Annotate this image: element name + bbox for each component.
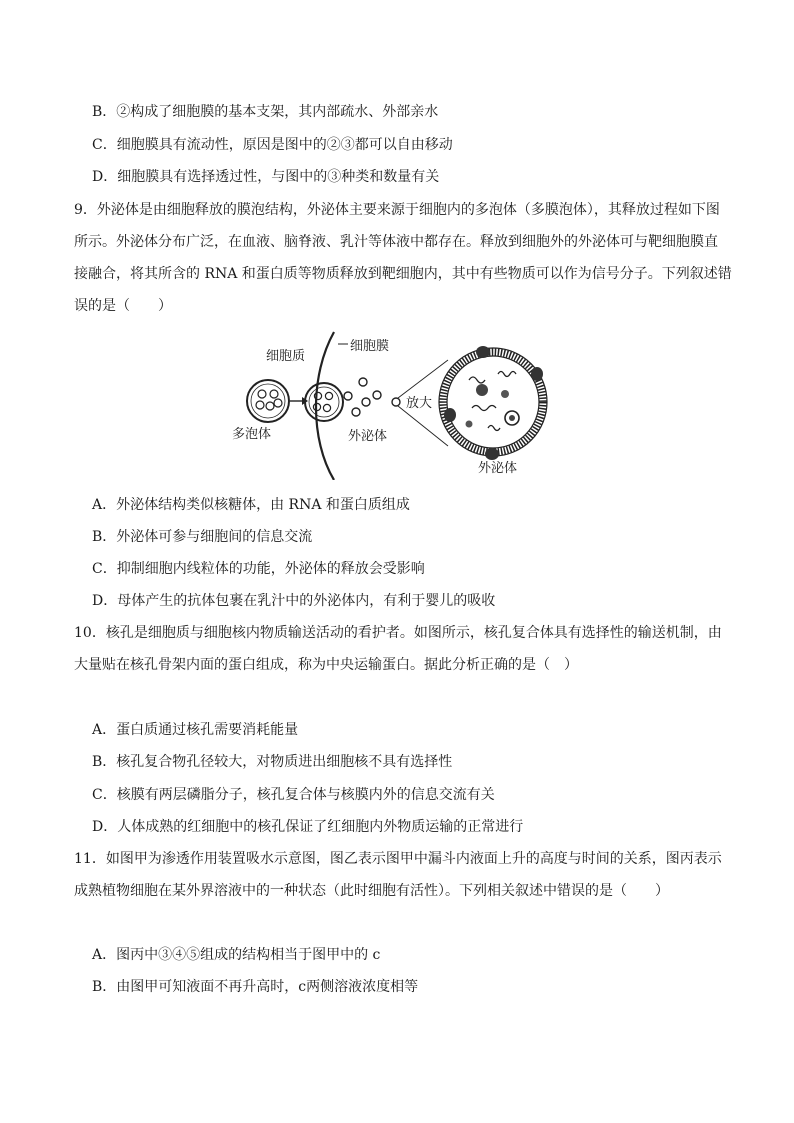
label-cell-membrane: 细胞膜 [350, 339, 390, 354]
label-cytoplasm: 细胞质 [266, 349, 306, 364]
label-enlarge: 放大 [406, 396, 433, 411]
q9-stem-line4: 误的是（ ） [74, 298, 172, 314]
q10-option-c: C．核膜有两层磷脂分子，核孔复合体与核膜内外的信息交流有关 [92, 787, 495, 803]
q9-stem-line3: 接融合，将其所含的 RNA 和蛋白质等物质释放到靶细胞内，其中有些物质可以作为信号分子。下列叙述错 [74, 266, 732, 282]
multivesicular-body [247, 380, 289, 422]
q10-option-d: D．人体成熟的红细胞中的核孔保证了红细胞内外物质运输的正常进行 [92, 819, 524, 835]
q11-option-b: B．由图甲可知液面不再升高时，c两侧溶液浓度相等 [92, 979, 419, 995]
exosome-release-diagram [226, 330, 566, 480]
q9-stem-line1: 9．外泌体是由细胞释放的膜泡结构，外泌体主要来源于细胞内的多泡体（多膜泡体），其释放过程如下图 [74, 202, 720, 218]
q9-stem-line2: 所示。外泌体分布广泛，在血液、脑脊液、乳汁等体液中都存在。释放到细胞外的外泌体可与靶细胞膜直 [74, 234, 718, 250]
q10-stem-line2: 大量贴在核孔骨架内面的蛋白组成，称为中央运输蛋白。据此分析正确的是（ ） [74, 657, 578, 673]
q8-option-c: C．细胞膜具有流动性，原因是图中的②③都可以自由移动 [92, 137, 453, 153]
enlarged-exosome [439, 346, 547, 460]
q11-stem-line1: 11．如图甲为渗透作用装置吸水示意图，图乙表示图甲中漏斗内液面上升的高度与时间的关系，图丙表示 [74, 851, 722, 867]
q8-option-b: B．②构成了细胞膜的基本支架，其内部疏水、外部亲水 [92, 104, 439, 120]
q11-stem-line2: 成熟植物细胞在某外界溶液中的一种状态（此时细胞有活性）。下列相关叙述中错误的是（ ） [74, 883, 669, 899]
q8-option-d: D．细胞膜具有选择透过性，与图中的③种类和数量有关 [92, 169, 440, 185]
q9-option-c: C．抑制细胞内线粒体的功能，外泌体的释放会受影响 [92, 561, 425, 577]
q11-option-a: A．图丙中③④⑤组成的结构相当于图甲中的 c [92, 947, 381, 963]
released-exosomes [344, 378, 400, 416]
label-exosome: 外泌体 [348, 429, 388, 444]
q10-stem-line1: 10．核孔是细胞质与细胞核内物质输送活动的看护者。如图所示，核孔复合体具有选择性的输送机制，由 [74, 625, 722, 641]
q9-option-d: D．母体产生的抗体包裹在乳汁中的外泌体内，有利于婴儿的吸收 [92, 593, 496, 609]
q9-option-b: B．外泌体可参与细胞间的信息交流 [92, 529, 313, 545]
cell-membrane-curve [316, 332, 334, 480]
q10-option-a: A．蛋白质通过核孔需要消耗能量 [92, 722, 299, 738]
label-mvb: 多泡体 [232, 427, 272, 442]
label-exosome-enlarged: 外泌体 [478, 461, 518, 476]
q9-option-a: A．外泌体结构类似核糖体，由 RNA 和蛋白质组成 [92, 497, 410, 513]
q10-option-b: B．核孔复合物孔径较大，对物质进出细胞核不具有选择性 [92, 754, 453, 770]
fusing-multivesicular-body [305, 383, 343, 421]
